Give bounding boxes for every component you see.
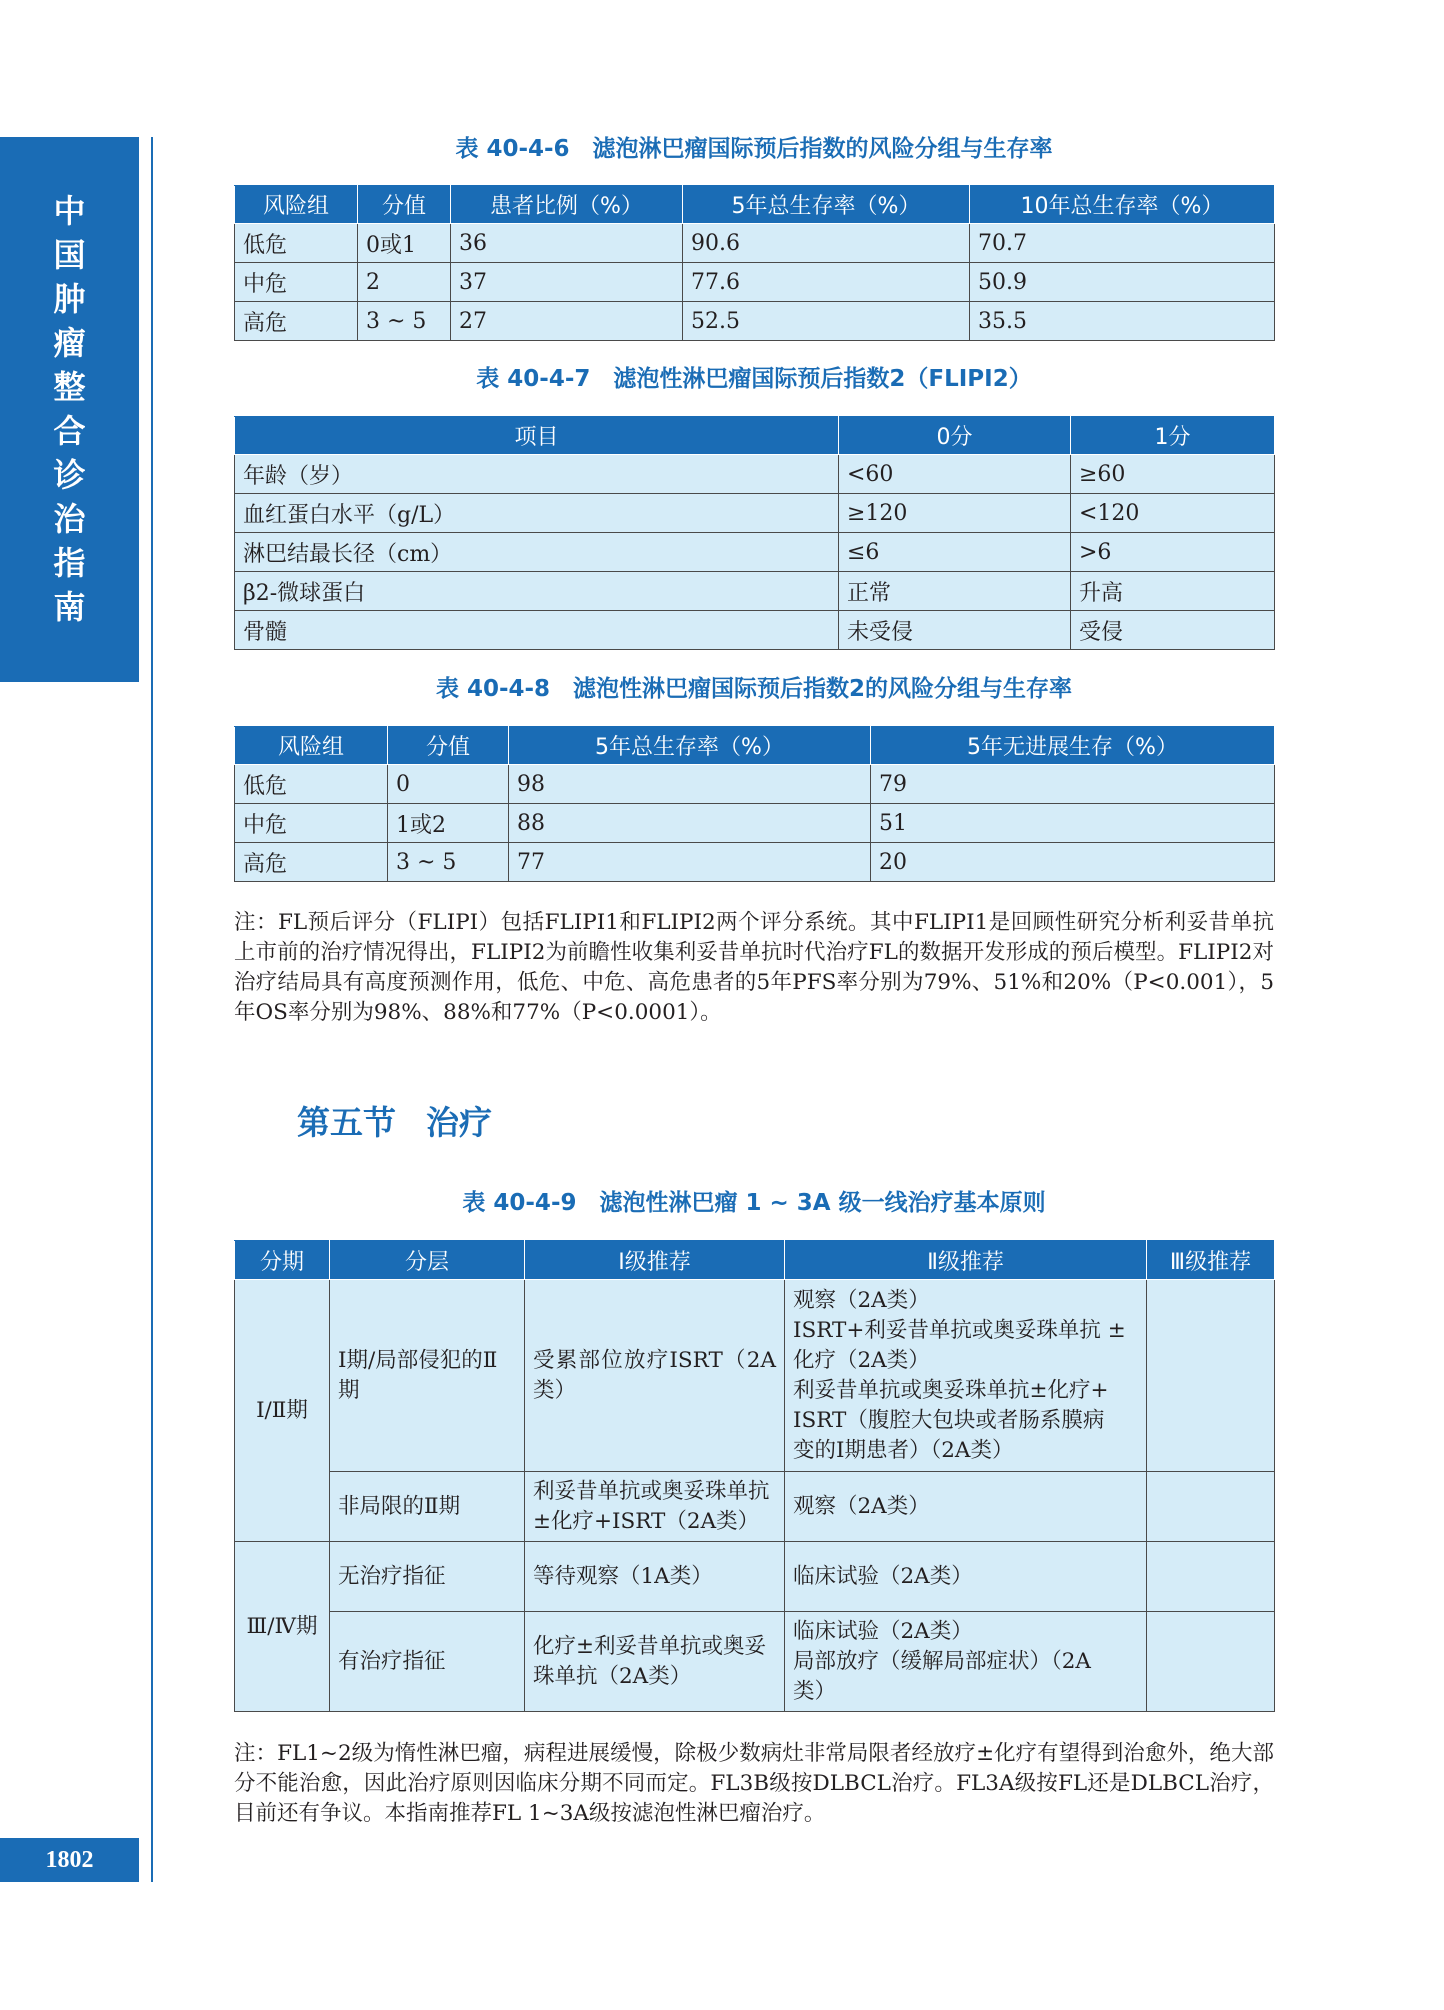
table-cell: 51 — [871, 804, 1275, 843]
table-cell: 36 — [451, 224, 683, 263]
table-cell: 77.6 — [683, 263, 970, 302]
table-cell: ≥60 — [1071, 455, 1275, 494]
table-row — [235, 494, 1275, 533]
table-row — [235, 804, 1275, 843]
table9-header: 分期 — [235, 1241, 330, 1280]
title-char: 整 — [53, 368, 86, 406]
book-title-vertical — [0, 189, 139, 629]
table7-header: 项目 — [235, 417, 839, 455]
layer-cell: Ⅰ期/局部侵犯的Ⅱ期 — [330, 1280, 525, 1472]
table-cell: 0或1 — [358, 224, 451, 263]
table-cell: 3 ~ 5 — [358, 302, 451, 341]
table9-header: Ⅲ级推荐 — [1147, 1241, 1275, 1280]
table8 — [234, 726, 1275, 882]
table-cell: β2-微球蛋白 — [235, 572, 839, 611]
table7 — [234, 416, 1275, 650]
layer-cell: 无治疗指征 — [330, 1542, 525, 1612]
table-cell: 淋巴结最长径（cm） — [235, 533, 839, 572]
table-cell: 未受侵 — [839, 611, 1071, 650]
table-cell: 中危 — [235, 804, 388, 843]
cell-line: 类） — [793, 1678, 837, 1704]
table-cell: 2 — [358, 263, 451, 302]
grade3-cell — [1147, 1280, 1275, 1472]
table-row — [235, 572, 1275, 611]
page-number: 1802 — [0, 1838, 139, 1882]
table8-caption: 表 40-4-8 滤泡性淋巴瘤国际预后指数2的风险分组与生存率 — [435, 676, 1073, 702]
grade2-cell — [785, 1280, 1147, 1472]
table-cell: 低危 — [235, 224, 358, 263]
layer-cell: 非局限的Ⅱ期 — [330, 1472, 525, 1542]
table7-caption: 表 40-4-7 滤泡性淋巴瘤国际预后指数2（FLIPI2） — [476, 366, 1032, 392]
table-row — [235, 224, 1275, 263]
grade3-cell — [1147, 1472, 1275, 1542]
table-cell: 98 — [509, 765, 871, 804]
grade2-cell: 临床试验（2A类） — [785, 1542, 1147, 1612]
grade2-cell: 观察（2A类） — [785, 1472, 1147, 1542]
title-char: 指 — [53, 544, 86, 582]
table8-note: 注：FL预后评分（FLIPI）包括FLIPI1和FLIPI2两个评分系统。其中FLIPI1是回顾性研究分析利妥昔单抗上市前的治疗情况得出，FLIPI2为前瞻性收集利妥昔单抗时代治疗FL的数据开发形成的预后模型。FLIPI2对治疗结局具有高度预测作用，低危、中危、高危患者的5年PFS率分别为79%、51%和20%（P<0.001），5年OS率分别为98%、88%和77%（P<0.0001）。 — [234, 910, 1274, 1025]
table7-header: 0分 — [839, 417, 1071, 455]
table-row — [235, 533, 1275, 572]
table6-header: 5年总生存率（%） — [683, 186, 970, 224]
table6 — [234, 185, 1275, 341]
table-cell: 90.6 — [683, 224, 970, 263]
table-row — [235, 1280, 1275, 1472]
table-row — [235, 455, 1275, 494]
grade1-cell: 等待观察（1A类） — [525, 1542, 785, 1612]
table-cell: 血红蛋白水平（g/L） — [235, 494, 839, 533]
table-row — [235, 1472, 1275, 1542]
table9-caption: 表 40-4-9 滤泡性淋巴瘤 1 ~ 3A 级一线治疗基本原则 — [462, 1190, 1046, 1216]
table-cell: 3 ~ 5 — [388, 843, 509, 882]
table6-header: 风险组 — [235, 186, 358, 224]
table-cell: <120 — [1071, 494, 1275, 533]
table-cell: 低危 — [235, 765, 388, 804]
table-cell: 年龄（岁） — [235, 455, 839, 494]
cell-line: 变的Ⅰ期患者）（2A类） — [793, 1437, 1014, 1463]
table-cell: 50.9 — [970, 263, 1275, 302]
cell-line: 观察（2A类） — [793, 1287, 930, 1313]
table-cell: ≤6 — [839, 533, 1071, 572]
table-cell: >6 — [1071, 533, 1275, 572]
title-char: 瘤 — [53, 324, 86, 362]
cell-line: 化疗（2A类） — [793, 1347, 930, 1373]
table-cell: 70.7 — [970, 224, 1275, 263]
chapter-side-tab — [0, 137, 139, 682]
grade3-cell — [1147, 1542, 1275, 1612]
table-cell: 37 — [451, 263, 683, 302]
title-char: 诊 — [53, 456, 86, 494]
page-margin-line — [151, 137, 153, 1882]
stage-cell: Ⅲ/Ⅳ期 — [235, 1542, 330, 1712]
title-char: 治 — [53, 500, 86, 538]
title-char: 中 — [53, 192, 86, 230]
table-cell: 升高 — [1071, 572, 1275, 611]
stage-cell: Ⅰ/Ⅱ期 — [235, 1280, 330, 1542]
table9-header: Ⅰ级推荐 — [525, 1241, 785, 1280]
table-cell: 正常 — [839, 572, 1071, 611]
table6-header: 患者比例（%） — [451, 186, 683, 224]
grade1-cell: 受累部位放疗ISRT（2A类） — [525, 1280, 785, 1472]
table-row — [235, 302, 1275, 341]
table-cell: 35.5 — [970, 302, 1275, 341]
grade3-cell — [1147, 1612, 1275, 1712]
table-cell: 77 — [509, 843, 871, 882]
table6-header: 分值 — [358, 186, 451, 224]
table8-header: 5年无进展生存（%） — [871, 727, 1275, 765]
cell-line: 临床试验（2A类） — [793, 1618, 973, 1644]
cell-line: 利妥昔单抗或奥妥珠单抗±化疗+ — [793, 1377, 1109, 1403]
table-cell: 骨髓 — [235, 611, 839, 650]
table-row — [235, 1612, 1275, 1712]
table-row — [235, 843, 1275, 882]
table8-header: 5年总生存率（%） — [509, 727, 871, 765]
layer-cell: 有治疗指征 — [330, 1612, 525, 1712]
table8-header: 分值 — [388, 727, 509, 765]
section-title: 治疗 — [426, 1103, 492, 1142]
table9-header: 分层 — [330, 1241, 525, 1280]
table-cell: 高危 — [235, 843, 388, 882]
title-char: 合 — [53, 412, 86, 450]
grade2-cell — [785, 1612, 1147, 1712]
table8-header: 风险组 — [235, 727, 388, 765]
table7-header: 1分 — [1071, 417, 1275, 455]
grade1-cell: 化疗±利妥昔单抗或奥妥珠单抗（2A类） — [525, 1612, 785, 1712]
table-cell: 27 — [451, 302, 683, 341]
cell-line: 局部放疗（缓解局部症状）（2A — [793, 1648, 1091, 1674]
section-number: 第五节 — [297, 1103, 396, 1142]
table-cell: <60 — [839, 455, 1071, 494]
table-cell: ≥120 — [839, 494, 1071, 533]
table9-header: Ⅱ级推荐 — [785, 1241, 1147, 1280]
table-row — [235, 765, 1275, 804]
table6-caption: 表 40-4-6 滤泡淋巴瘤国际预后指数的风险分组与生存率 — [455, 136, 1053, 162]
title-char: 南 — [53, 588, 86, 626]
section-heading — [297, 1097, 522, 1144]
table9 — [234, 1240, 1275, 1712]
grade1-cell: 利妥昔单抗或奥妥珠单抗±化疗+ISRT（2A类） — [525, 1472, 785, 1542]
table-cell: 高危 — [235, 302, 358, 341]
table-cell: 中危 — [235, 263, 358, 302]
table6-header: 10年总生存率（%） — [970, 186, 1275, 224]
table-cell: 1或2 — [388, 804, 509, 843]
table-cell: 52.5 — [683, 302, 970, 341]
table-cell: 20 — [871, 843, 1275, 882]
table-cell: 0 — [388, 765, 509, 804]
table-cell: 79 — [871, 765, 1275, 804]
cell-line: ISRT（腹腔大包块或者肠系膜病 — [793, 1407, 1105, 1433]
table-row — [235, 1542, 1275, 1612]
table-row — [235, 263, 1275, 302]
table-cell: 受侵 — [1071, 611, 1275, 650]
cell-line: ISRT+利妥昔单抗或奥妥珠单抗 ± — [793, 1317, 1126, 1343]
title-char: 国 — [53, 236, 86, 274]
title-char: 肿 — [53, 280, 86, 318]
table-row — [235, 611, 1275, 650]
table9-note: 注：FL1~2级为惰性淋巴瘤，病程进展缓慢，除极少数病灶非常局限者经放疗±化疗有望得到治愈外，绝大部分不能治愈，因此治疗原则因临床分期不同而定。FL3B级按DLBCL治疗。FL3A级按FL还是DLBCL治疗，目前还有争议。本指南推荐FL 1~3A级按滤泡性淋巴瘤治疗。 — [234, 1741, 1274, 1826]
table-cell: 88 — [509, 804, 871, 843]
